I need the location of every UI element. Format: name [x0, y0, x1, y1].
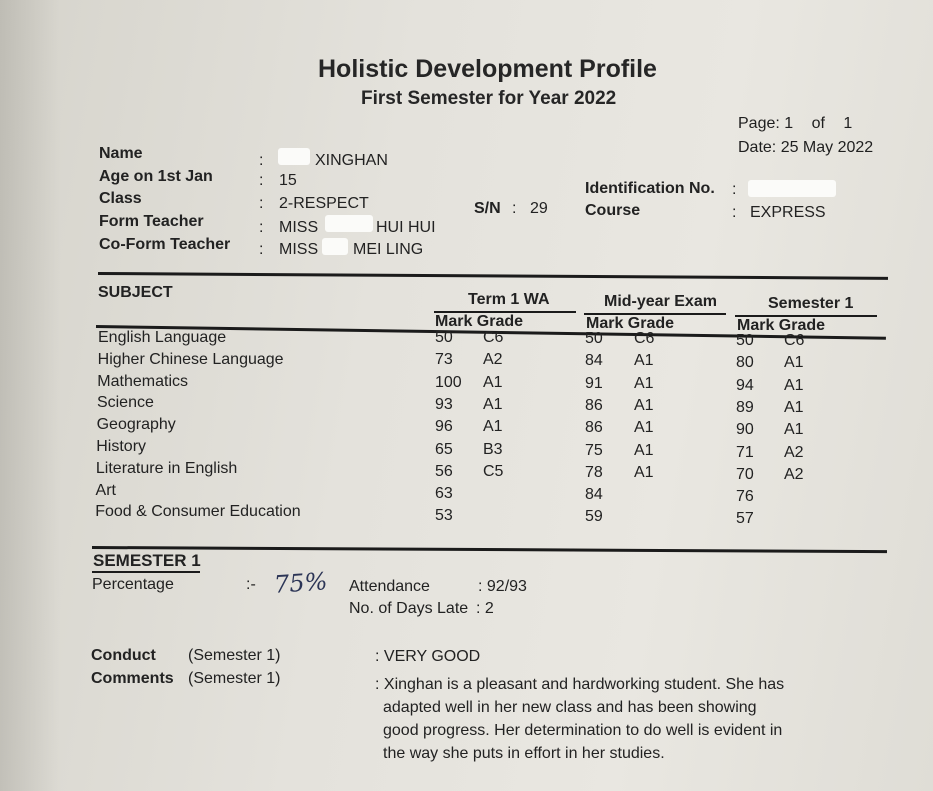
subject-cell: Geography — [96, 416, 176, 434]
semester-top-rule — [92, 546, 887, 553]
conduct-value: : VERY GOOD — [375, 648, 481, 665]
semester-title-underline — [92, 571, 200, 573]
page-label: Page: 1 — [738, 115, 794, 132]
term1-grade-cell: C5 — [483, 462, 504, 480]
semester-grade-cell: C6 — [784, 332, 805, 349]
semester-grade-cell: A1 — [784, 421, 804, 439]
midyear-mark-cell: 86 — [585, 396, 603, 414]
redaction-box — [322, 238, 348, 255]
midyear-mark-cell: 84 — [585, 486, 603, 504]
term1-mark-cell: 56 — [435, 462, 453, 480]
sn-label: S/N — [474, 200, 501, 217]
term1-mark-cell: 100 — [435, 373, 462, 391]
issue-date: Date: 25 May 2022 — [738, 139, 874, 156]
term1-mark-cell: 96 — [435, 418, 453, 436]
subject-cell: English Language — [98, 329, 227, 346]
percentage-separator: :- — [246, 576, 256, 593]
semester-mark-cell: 89 — [736, 398, 754, 416]
term1-subheader: Mark Grade — [435, 313, 524, 330]
term1-grade-cell: C6 — [483, 329, 504, 346]
semester-subheader: Mark Grade — [737, 317, 826, 334]
semester-mark-cell: 94 — [736, 376, 754, 394]
sn-colon: : — [512, 200, 517, 217]
attendance-value: : 92/93 — [478, 578, 527, 595]
coform-teacher-value: MEI LING — [353, 241, 424, 258]
semester-title: SEMESTER 1 — [93, 551, 201, 570]
midyear-grade-cell: A1 — [634, 441, 654, 459]
form-teacher-value: HUI HUI — [376, 219, 436, 236]
course-label: Course — [585, 202, 641, 219]
term1-grade-cell: A1 — [483, 418, 503, 436]
handwritten-percentage: 75% — [273, 567, 329, 599]
comment-line: the way she puts in effort in her studies. — [383, 745, 665, 762]
coform-teacher-colon: : — [259, 241, 264, 258]
redaction-box — [278, 148, 310, 165]
semester-mark-cell: 57 — [736, 510, 754, 528]
semester-grade-cell: A2 — [784, 465, 804, 483]
class-value: 2-RESPECT — [279, 195, 369, 212]
semester-grade-cell: A1 — [784, 376, 804, 394]
midyear-grade-cell: A1 — [634, 374, 654, 392]
term1-header: Term 1 WA — [468, 291, 550, 308]
name-colon: : — [259, 152, 264, 169]
term1-mark-cell: 73 — [435, 351, 453, 369]
midyear-mark-cell: 91 — [585, 374, 603, 392]
form-teacher-label: Form Teacher — [99, 213, 204, 230]
form-teacher-prefix: MISS — [279, 219, 319, 236]
semester-mark-cell: 90 — [736, 421, 754, 439]
subject-cell: Science — [96, 394, 154, 412]
page-of: of — [811, 115, 825, 132]
midyear-mark-cell: 78 — [585, 463, 603, 481]
age-value: 15 — [279, 172, 297, 189]
subject-cell: History — [96, 438, 147, 455]
days-late-label: No. of Days Late — [349, 600, 469, 617]
term1-mark-cell: 63 — [435, 485, 453, 503]
term1-mark-cell: 50 — [435, 329, 453, 346]
attendance-label: Attendance — [349, 578, 430, 595]
document-subtitle: First Semester for Year 2022 — [361, 88, 617, 109]
age-colon: : — [259, 172, 264, 189]
term1-grade-cell: A1 — [483, 373, 503, 391]
term1-mark-cell: 53 — [435, 507, 453, 525]
midyear-header: Mid-year Exam — [604, 293, 717, 310]
semester-mark-cell: 80 — [736, 354, 754, 372]
days-late-value: : 2 — [476, 600, 494, 617]
page-total: 1 — [843, 115, 853, 132]
class-colon: : — [259, 195, 264, 212]
midyear-mark-cell: 86 — [585, 419, 603, 437]
class-label: Class — [99, 190, 142, 207]
redaction-box — [748, 180, 836, 197]
subject-header: SUBJECT — [98, 284, 173, 301]
subject-cell: Art — [95, 481, 116, 499]
form-teacher-colon: : — [259, 219, 264, 236]
age-label: Age on 1st Jan — [99, 168, 213, 185]
conduct-period: (Semester 1) — [188, 647, 281, 664]
midyear-mark-cell: 84 — [585, 352, 603, 370]
midyear-grade-cell: A1 — [634, 352, 654, 370]
term1-grade-cell: A1 — [483, 395, 503, 413]
term1-grade-cell: A2 — [483, 351, 503, 369]
midyear-grade-cell: A1 — [634, 463, 654, 481]
comment-line: : Xinghan is a pleasant and hardworking student. She has — [375, 676, 785, 693]
midyear-mark-cell: 59 — [585, 508, 603, 526]
document-title: Holistic Development Profile — [318, 55, 657, 83]
subject-cell: Food & Consumer Education — [95, 503, 301, 521]
term1-mark-cell: 65 — [435, 440, 453, 458]
redaction-box — [325, 215, 373, 232]
name-label: Name — [99, 145, 143, 162]
comment-line: adapted well in her new class and has been showing — [383, 699, 757, 716]
course-value: EXPRESS — [750, 204, 826, 221]
course-colon: : — [732, 204, 737, 221]
semester-mark-cell: 50 — [736, 332, 754, 349]
subject-cell: Mathematics — [97, 372, 188, 390]
subject-cell: Literature in English — [95, 459, 238, 477]
midyear-grade-cell: C6 — [634, 330, 655, 347]
coform-teacher-label: Co-Form Teacher — [99, 236, 231, 253]
sn-value: 29 — [530, 200, 548, 217]
name-value: XINGHAN — [315, 152, 388, 169]
term1-grade-cell: B3 — [483, 440, 503, 458]
midyear-subheader: Mark Grade — [586, 315, 675, 332]
subject-cell: Higher Chinese Language — [97, 350, 284, 368]
midyear-mark-cell: 75 — [585, 441, 603, 459]
comments-label: Comments — [91, 670, 174, 687]
paper-shadow — [0, 0, 60, 791]
midyear-mark-cell: 50 — [585, 330, 603, 347]
semester-header: Semester 1 — [768, 295, 854, 312]
semester-grade-cell: A1 — [784, 398, 804, 416]
midyear-grade-cell: A1 — [634, 396, 654, 414]
term1-mark-cell: 93 — [435, 395, 453, 413]
semester-grade-cell: A2 — [784, 443, 804, 461]
semester-grade-cell: A1 — [784, 354, 804, 372]
semester-mark-cell: 71 — [736, 443, 754, 461]
comment-line: good progress. Her determination to do well is evident in — [383, 722, 783, 739]
id-colon: : — [732, 181, 737, 198]
comments-period: (Semester 1) — [188, 670, 281, 687]
conduct-label: Conduct — [91, 647, 156, 664]
semester-mark-cell: 76 — [736, 488, 754, 506]
page-number — [738, 115, 852, 133]
semester-mark-cell: 70 — [736, 465, 754, 483]
percentage-label: Percentage — [92, 576, 174, 593]
id-label: Identification No. — [585, 180, 715, 197]
midyear-grade-cell: A1 — [634, 419, 654, 437]
coform-teacher-prefix: MISS — [279, 241, 319, 258]
table-top-rule — [98, 272, 888, 280]
